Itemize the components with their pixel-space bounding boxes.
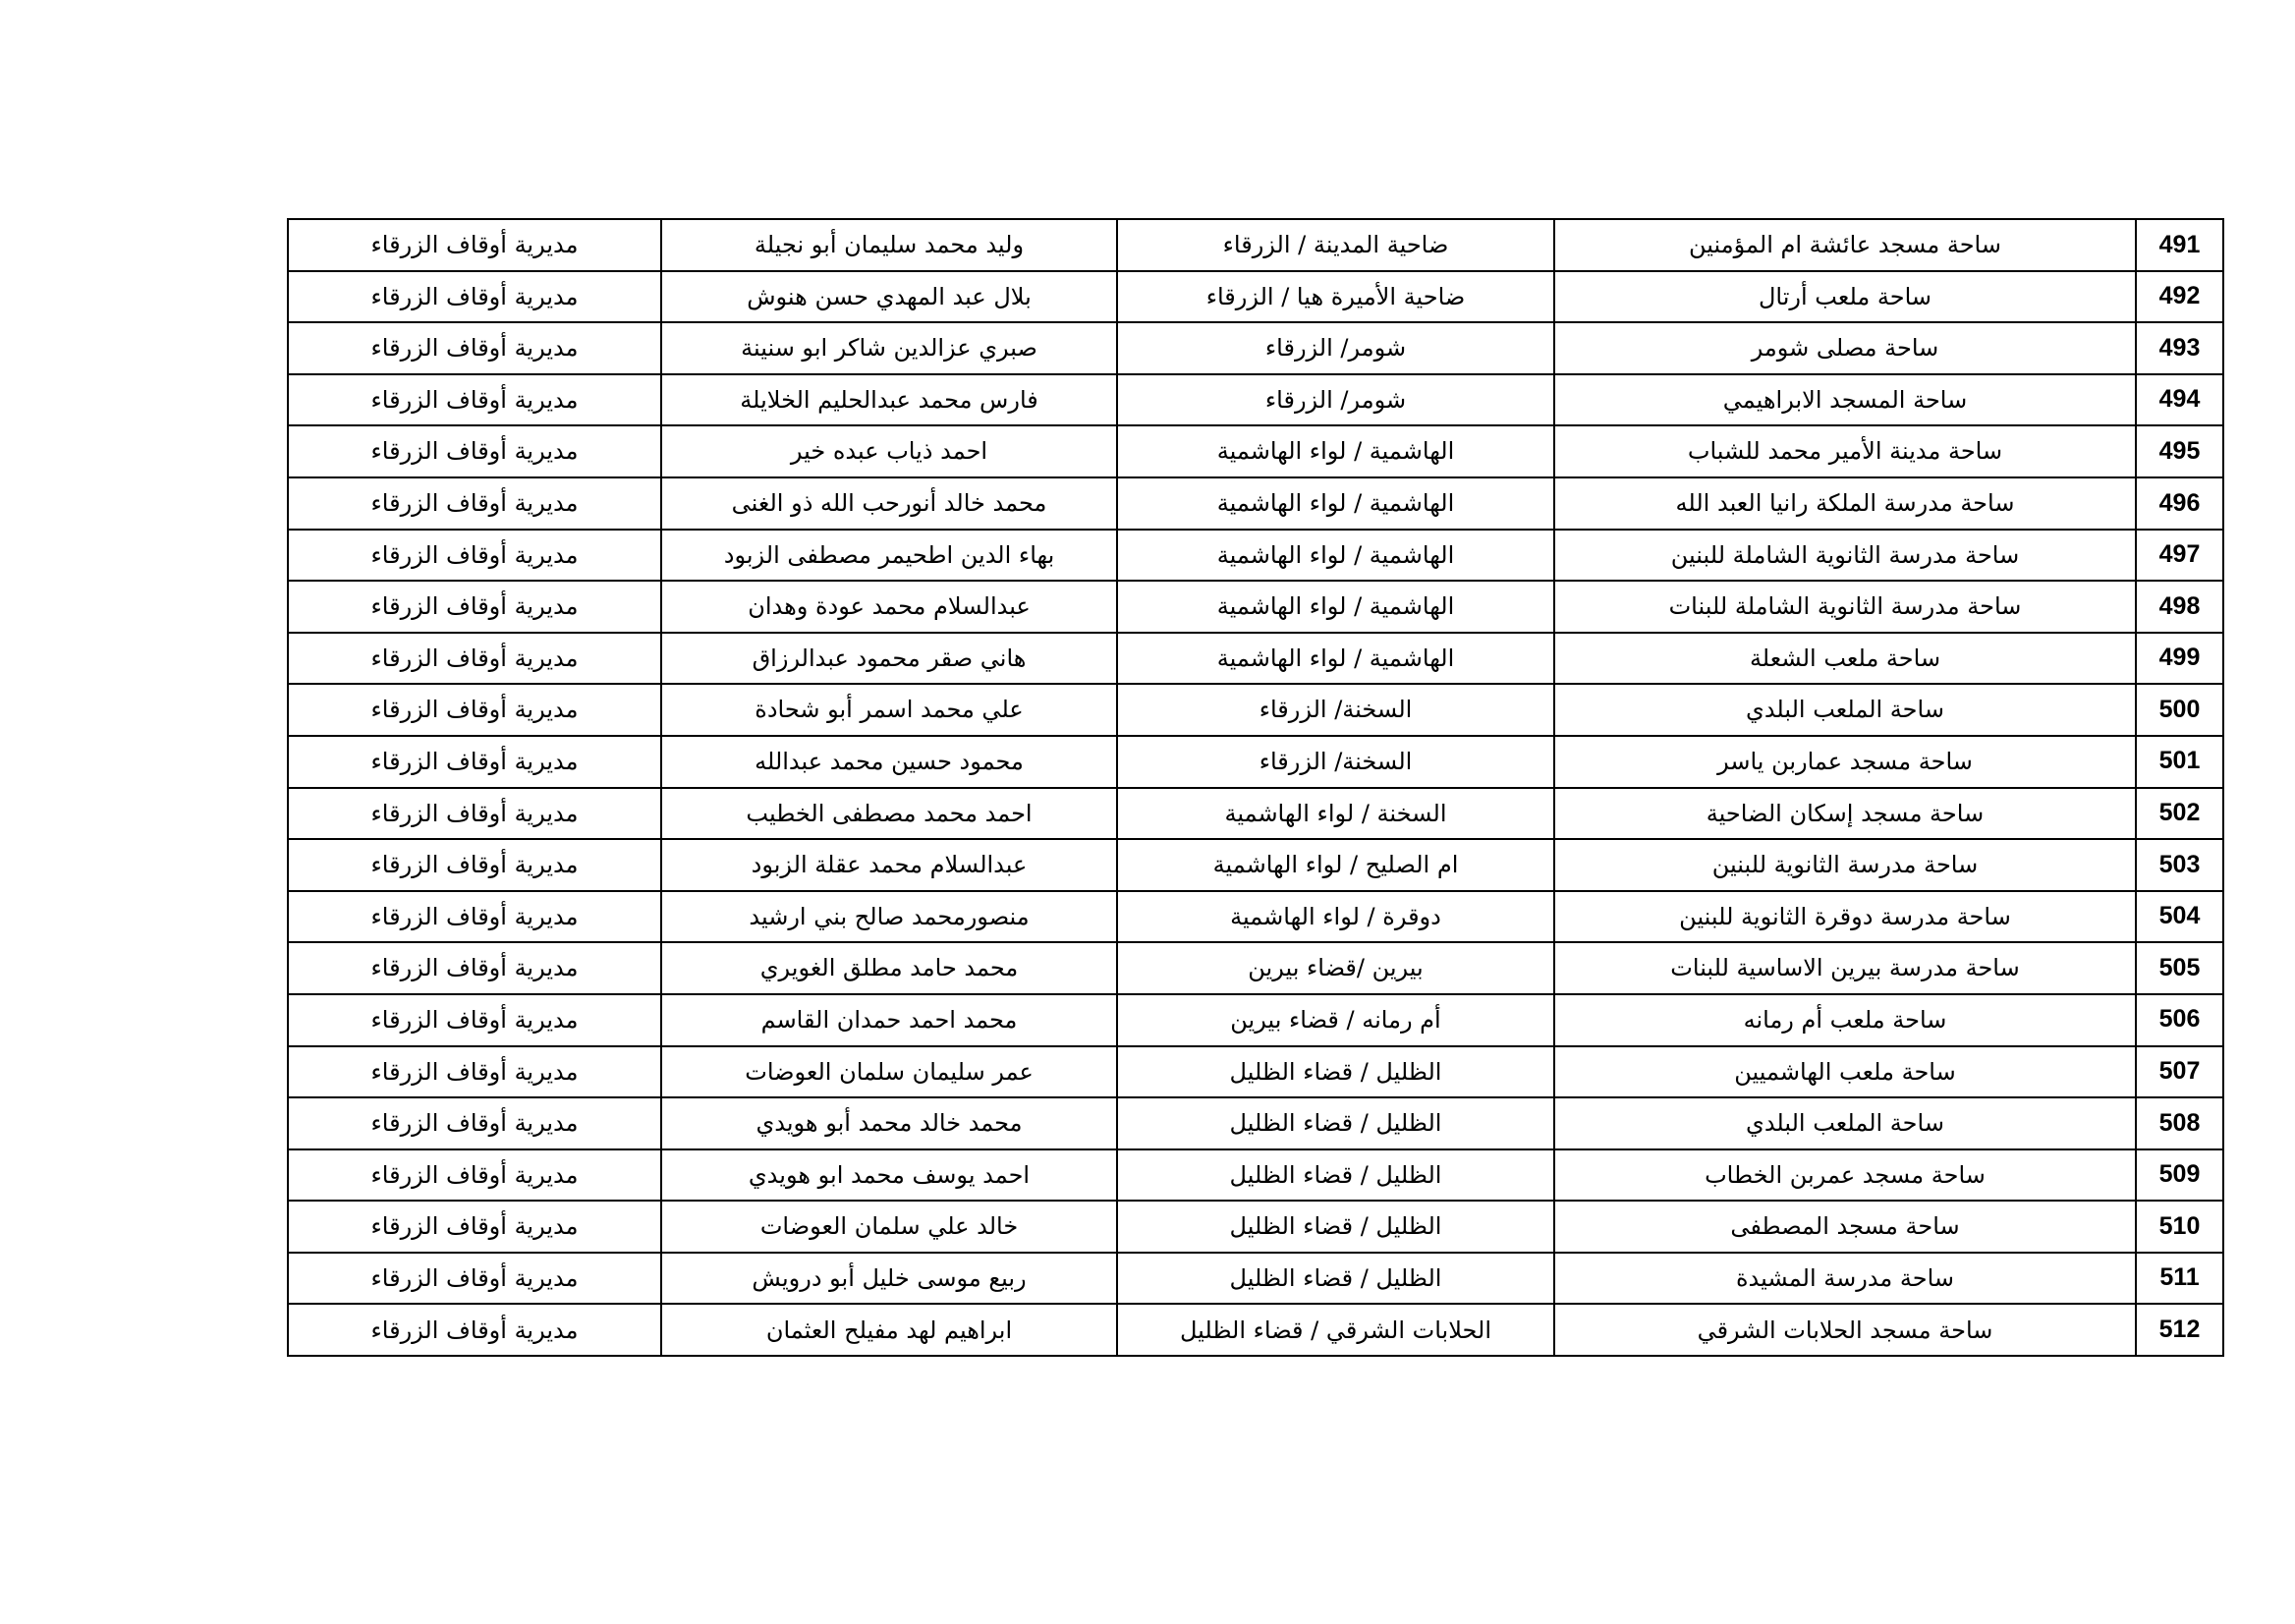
directorate-name: مديرية أوقاف الزرقاء	[288, 1201, 661, 1253]
table-row	[288, 271, 2223, 323]
row-number: 509	[2136, 1149, 2223, 1202]
person-name: عبدالسلام محمد عودة وهدان	[661, 581, 1117, 633]
row-number: 495	[2136, 425, 2223, 477]
row-number: 491	[2136, 219, 2223, 271]
site-name: ساحة المسجد الابراهيمي	[1554, 374, 2136, 426]
records-table	[287, 218, 2224, 1357]
site-name: ساحة مدرسة الملكة رانيا العبد الله	[1554, 477, 2136, 530]
site-name: ساحة ملعب أرتال	[1554, 271, 2136, 323]
area-name: شومر/ الزرقاء	[1117, 374, 1554, 426]
area-name: السخنة/ الزرقاء	[1117, 736, 1554, 788]
person-name: وليد محمد سليمان أبو نجيلة	[661, 219, 1117, 271]
table-row	[288, 942, 2223, 994]
row-number: 510	[2136, 1201, 2223, 1253]
table-row	[288, 1201, 2223, 1253]
directorate-name: مديرية أوقاف الزرقاء	[288, 477, 661, 530]
table-row	[288, 477, 2223, 530]
site-name: ساحة مدرسة دوقرة الثانوية للبنين	[1554, 891, 2136, 943]
table-row	[288, 633, 2223, 685]
area-name: الظليل / قضاء الظليل	[1117, 1097, 1554, 1149]
table-row	[288, 736, 2223, 788]
row-number: 499	[2136, 633, 2223, 685]
person-name: احمد ذياب عبده خير	[661, 425, 1117, 477]
person-name: علي محمد اسمر أبو شحادة	[661, 684, 1117, 736]
site-name: ساحة ملعب الهاشميين	[1554, 1046, 2136, 1098]
area-name: بيرين /قضاء بيرين	[1117, 942, 1554, 994]
area-name: أم رمانه / قضاء بيرين	[1117, 994, 1554, 1046]
table-row	[288, 1097, 2223, 1149]
person-name: احمد يوسف محمد ابو هويدي	[661, 1149, 1117, 1202]
site-name: ساحة مسجد المصطفى	[1554, 1201, 2136, 1253]
table-row	[288, 530, 2223, 582]
site-name: ساحة ملعب أم رمانه	[1554, 994, 2136, 1046]
site-name: ساحة مدرسة بيرين الاساسية للبنات	[1554, 942, 2136, 994]
area-name: الظليل / قضاء الظليل	[1117, 1149, 1554, 1202]
row-number: 504	[2136, 891, 2223, 943]
area-name: الظليل / قضاء الظليل	[1117, 1046, 1554, 1098]
area-name: ضاحية الأميرة هيا / الزرقاء	[1117, 271, 1554, 323]
table-row	[288, 322, 2223, 374]
row-number: 507	[2136, 1046, 2223, 1098]
row-number: 494	[2136, 374, 2223, 426]
table-row	[288, 374, 2223, 426]
directorate-name: مديرية أوقاف الزرقاء	[288, 1046, 661, 1098]
directorate-name: مديرية أوقاف الزرقاء	[288, 219, 661, 271]
row-number: 505	[2136, 942, 2223, 994]
site-name: ساحة مسجد عائشة ام المؤمنين	[1554, 219, 2136, 271]
person-name: فارس محمد عبدالحليم الخلايلة	[661, 374, 1117, 426]
table-row	[288, 219, 2223, 271]
area-name: الهاشمية / لواء الهاشمية	[1117, 530, 1554, 582]
row-number: 493	[2136, 322, 2223, 374]
site-name: ساحة مسجد الحلابات الشرقي	[1554, 1304, 2136, 1356]
person-name: عمر سليمان سلمان العوضات	[661, 1046, 1117, 1098]
table-row	[288, 1304, 2223, 1356]
site-name: ساحة مسجد عمربن الخطاب	[1554, 1149, 2136, 1202]
directorate-name: مديرية أوقاف الزرقاء	[288, 530, 661, 582]
person-name: ابراهيم لهد مفيلح العثمان	[661, 1304, 1117, 1356]
table-row	[288, 425, 2223, 477]
table-row	[288, 1149, 2223, 1202]
table-row	[288, 1046, 2223, 1098]
directorate-name: مديرية أوقاف الزرقاء	[288, 374, 661, 426]
site-name: ساحة مسجد عماربن ياسر	[1554, 736, 2136, 788]
site-name: ساحة مسجد إسكان الضاحية	[1554, 788, 2136, 840]
site-name: ساحة الملعب البلدي	[1554, 684, 2136, 736]
row-number: 511	[2136, 1253, 2223, 1305]
directorate-name: مديرية أوقاف الزرقاء	[288, 1304, 661, 1356]
area-name: السخنة/ الزرقاء	[1117, 684, 1554, 736]
table-row	[288, 839, 2223, 891]
directorate-name: مديرية أوقاف الزرقاء	[288, 1097, 661, 1149]
site-name: ساحة ملعب الشعلة	[1554, 633, 2136, 685]
site-name: ساحة مدرسة الثانوية الشاملة للبنات	[1554, 581, 2136, 633]
person-name: احمد محمد مصطفى الخطيب	[661, 788, 1117, 840]
directorate-name: مديرية أوقاف الزرقاء	[288, 736, 661, 788]
directorate-name: مديرية أوقاف الزرقاء	[288, 788, 661, 840]
table-row	[288, 684, 2223, 736]
table-row	[288, 581, 2223, 633]
person-name: محمد خالد محمد أبو هويدي	[661, 1097, 1117, 1149]
row-number: 508	[2136, 1097, 2223, 1149]
site-name: ساحة الملعب البلدي	[1554, 1097, 2136, 1149]
site-name: ساحة مدينة الأمير محمد للشباب	[1554, 425, 2136, 477]
directorate-name: مديرية أوقاف الزرقاء	[288, 839, 661, 891]
row-number: 503	[2136, 839, 2223, 891]
row-number: 492	[2136, 271, 2223, 323]
table-row	[288, 788, 2223, 840]
table-row	[288, 891, 2223, 943]
area-name: دوقرة / لواء الهاشمية	[1117, 891, 1554, 943]
directorate-name: مديرية أوقاف الزرقاء	[288, 994, 661, 1046]
directorate-name: مديرية أوقاف الزرقاء	[288, 425, 661, 477]
area-name: الهاشمية / لواء الهاشمية	[1117, 477, 1554, 530]
site-name: ساحة مدرسة الثانوية الشاملة للبنين	[1554, 530, 2136, 582]
directorate-name: مديرية أوقاف الزرقاء	[288, 942, 661, 994]
person-name: منصورمحمد صالح بني ارشيد	[661, 891, 1117, 943]
person-name: محمد خالد أنورحب الله ذو الغنى	[661, 477, 1117, 530]
directorate-name: مديرية أوقاف الزرقاء	[288, 1149, 661, 1202]
area-name: الهاشمية / لواء الهاشمية	[1117, 425, 1554, 477]
area-name: الهاشمية / لواء الهاشمية	[1117, 633, 1554, 685]
directorate-name: مديرية أوقاف الزرقاء	[288, 1253, 661, 1305]
directorate-name: مديرية أوقاف الزرقاء	[288, 322, 661, 374]
site-name: ساحة مدرسة المشيدة	[1554, 1253, 2136, 1305]
row-number: 497	[2136, 530, 2223, 582]
person-name: محمد حامد مطلق الغويري	[661, 942, 1117, 994]
site-name: ساحة مدرسة الثانوية للبنين	[1554, 839, 2136, 891]
person-name: محمود حسين محمد عبدالله	[661, 736, 1117, 788]
person-name: بلال عبد المهدي حسن هنوش	[661, 271, 1117, 323]
table-row	[288, 994, 2223, 1046]
table-row	[288, 1253, 2223, 1305]
records-table-body	[288, 219, 2223, 1356]
person-name: هاني صقر محمود عبدالرزاق	[661, 633, 1117, 685]
row-number: 512	[2136, 1304, 2223, 1356]
person-name: محمد احمد حمدان القاسم	[661, 994, 1117, 1046]
person-name: عبدالسلام محمد عقلة الزبود	[661, 839, 1117, 891]
person-name: بهاء الدين اطحيمر مصطفى الزبود	[661, 530, 1117, 582]
area-name: الهاشمية / لواء الهاشمية	[1117, 581, 1554, 633]
row-number: 496	[2136, 477, 2223, 530]
area-name: الظليل / قضاء الظليل	[1117, 1253, 1554, 1305]
directorate-name: مديرية أوقاف الزرقاء	[288, 891, 661, 943]
area-name: الحلابات الشرقي / قضاء الظليل	[1117, 1304, 1554, 1356]
site-name: ساحة مصلى شومر	[1554, 322, 2136, 374]
area-name: السخنة / لواء الهاشمية	[1117, 788, 1554, 840]
row-number: 501	[2136, 736, 2223, 788]
directorate-name: مديرية أوقاف الزرقاء	[288, 684, 661, 736]
area-name: ضاحية المدينة / الزرقاء	[1117, 219, 1554, 271]
directorate-name: مديرية أوقاف الزرقاء	[288, 633, 661, 685]
row-number: 500	[2136, 684, 2223, 736]
person-name: ربيع موسى خليل أبو درويش	[661, 1253, 1117, 1305]
row-number: 498	[2136, 581, 2223, 633]
person-name: خالد علي سلمان العوضات	[661, 1201, 1117, 1253]
directorate-name: مديرية أوقاف الزرقاء	[288, 271, 661, 323]
row-number: 506	[2136, 994, 2223, 1046]
row-number: 502	[2136, 788, 2223, 840]
person-name: صبري عزالدين شاكر ابو سنينة	[661, 322, 1117, 374]
area-name: الظليل / قضاء الظليل	[1117, 1201, 1554, 1253]
area-name: ام الصليح / لواء الهاشمية	[1117, 839, 1554, 891]
area-name: شومر/ الزرقاء	[1117, 322, 1554, 374]
directorate-name: مديرية أوقاف الزرقاء	[288, 581, 661, 633]
